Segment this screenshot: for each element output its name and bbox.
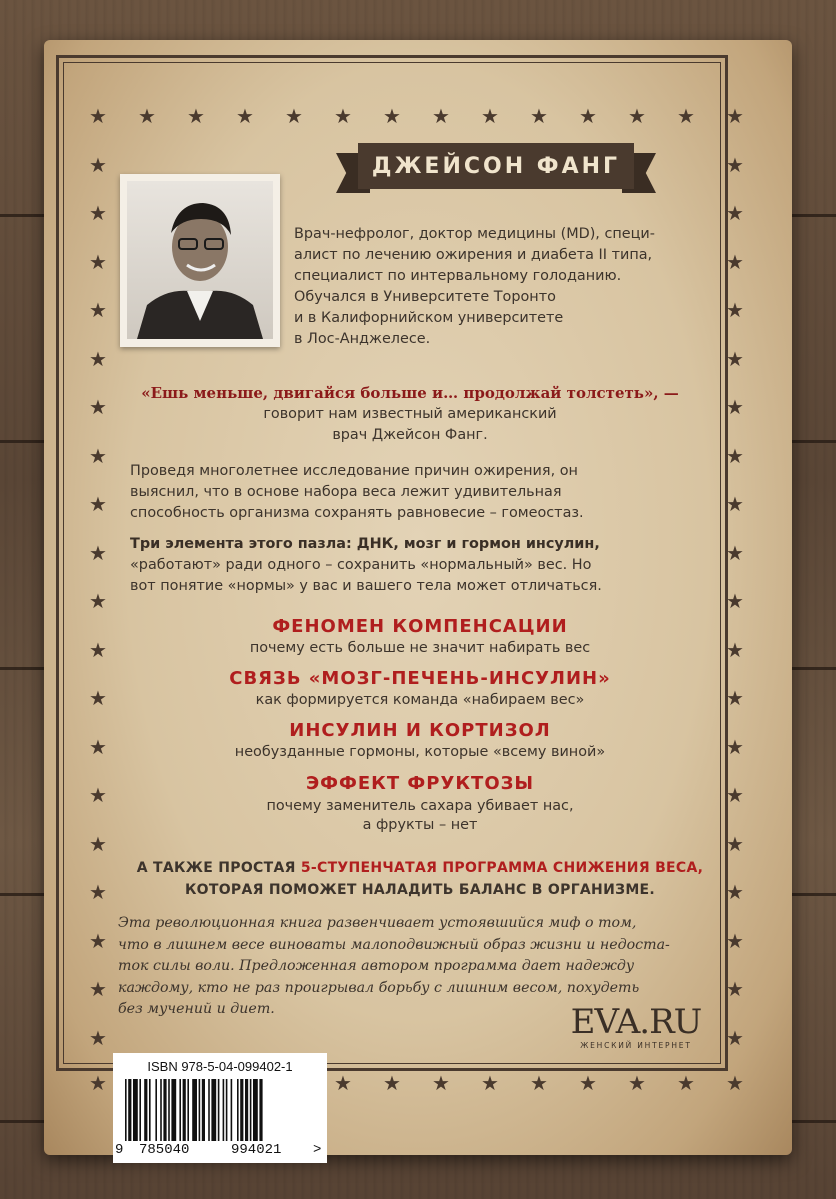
star-icon: ★ bbox=[726, 637, 744, 662]
bio-line: в Лос-Анджелесе. bbox=[294, 331, 431, 347]
star-icon: ★ bbox=[187, 104, 205, 128]
star-icon: ★ bbox=[334, 1071, 352, 1095]
paragraph-line: выяснил, что в основе набора веса лежит удивительная bbox=[130, 484, 562, 500]
also-line: КОТОРАЯ ПОМОЖЕТ НАЛАДИТЬ БАЛАНС В ОРГАНИЗМЕ. bbox=[184, 882, 656, 898]
paragraph-line: «работают» ради одного – сохранить «нормальный» вес. Но bbox=[130, 557, 592, 573]
star-icon: ★ bbox=[432, 104, 450, 128]
star-icon: ★ bbox=[89, 880, 107, 904]
author-bio bbox=[294, 224, 714, 350]
star-icon: ★ bbox=[726, 346, 744, 371]
paragraph-research bbox=[130, 461, 700, 524]
star-icon: ★ bbox=[89, 686, 107, 710]
italic-line: каждому, кто не раз проигрывал борьбу с лишним весом, похудеть bbox=[118, 979, 640, 996]
quote-bold: «Ешь меньше, двигайся больше и… продолжай толстеть», — bbox=[141, 384, 679, 402]
star-icon: ★ bbox=[89, 443, 107, 468]
feature-title: СВЯЗЬ «МОЗГ-ПЕЧЕНЬ-ИНСУЛИН» bbox=[229, 668, 611, 689]
star-icon: ★ bbox=[726, 686, 744, 710]
italic-line: ток силы воли. Предложенная автором программа дает надежду bbox=[118, 958, 635, 974]
italic-line: Эта революционная книга развенчивает устоявшийся миф о том, bbox=[118, 915, 637, 931]
bio-line: Врач-нефролог, доктор медицины (MD), специ- bbox=[294, 226, 655, 242]
star-icon: ★ bbox=[383, 1071, 401, 1095]
star-icon: ★ bbox=[628, 104, 646, 128]
star-icon: ★ bbox=[481, 104, 499, 128]
star-icon: ★ bbox=[89, 201, 107, 225]
star-icon: ★ bbox=[579, 104, 597, 128]
star-icon: ★ bbox=[89, 928, 107, 953]
feature-subtitle: необузданные гормоны, которые «всему виной» bbox=[234, 744, 606, 760]
star-icon: ★ bbox=[138, 104, 156, 128]
star-icon: ★ bbox=[89, 395, 107, 419]
feature-subtitle: почему есть больше не значит набирать вес bbox=[249, 640, 591, 656]
feature-subtitle: почему заменитель сахара убивает нас, bbox=[266, 798, 574, 814]
author-name: ДЖЕЙСОН ФАНГ bbox=[358, 143, 634, 189]
star-icon: ★ bbox=[89, 831, 107, 856]
paragraph-puzzle bbox=[130, 534, 700, 597]
star-icon: ★ bbox=[677, 104, 695, 128]
bio-line: алист по лечению ожирения и диабета II типа, bbox=[294, 247, 653, 263]
star-icon: ★ bbox=[481, 1071, 499, 1095]
quote-line: врач Джейсон Фанг. bbox=[332, 427, 488, 443]
star-icon: ★ bbox=[89, 783, 107, 807]
star-icon: ★ bbox=[383, 104, 401, 128]
quote-line: говорит нам известный американский bbox=[263, 406, 557, 422]
star-icon: ★ bbox=[726, 201, 744, 225]
star-icon: ★ bbox=[726, 880, 744, 904]
quote-block bbox=[110, 383, 710, 446]
star-icon: ★ bbox=[89, 492, 107, 516]
star-icon: ★ bbox=[726, 395, 744, 419]
star-icon: ★ bbox=[89, 589, 107, 613]
star-icon: ★ bbox=[726, 977, 744, 1001]
star-icon: ★ bbox=[726, 152, 744, 177]
star-icon: ★ bbox=[89, 346, 107, 371]
star-icon: ★ bbox=[726, 831, 744, 856]
eva-logo: EVA.RU ЖЕНСКИЙ ИНТЕРНЕТ bbox=[570, 1002, 702, 1050]
star-icon: ★ bbox=[236, 104, 254, 128]
star-icon: ★ bbox=[530, 1071, 548, 1095]
portrait-image bbox=[127, 181, 273, 339]
isbn-text: ISBN 978-5-04-099402-1 bbox=[147, 1059, 293, 1074]
barcode-bars bbox=[125, 1079, 317, 1141]
star-icon: ★ bbox=[89, 637, 107, 662]
star-icon: ★ bbox=[89, 104, 107, 128]
program-highlight: 5-СТУПЕНЧАТАЯ ПРОГРАММА СНИЖЕНИЯ ВЕСА, bbox=[300, 860, 704, 876]
star-icon: ★ bbox=[89, 298, 107, 322]
paragraph-bold: Три элемента этого пазла: ДНК, мозг и гормон инсулин, bbox=[130, 536, 600, 552]
star-icon: ★ bbox=[726, 783, 744, 807]
paragraph-line: вот понятие «нормы» у вас и вашего тела может отличаться. bbox=[130, 578, 602, 594]
barcode: ISBN 978-5-04-099402-1 9 785040 994021 > bbox=[113, 1053, 327, 1163]
star-icon: ★ bbox=[89, 1071, 107, 1095]
star-icon: ★ bbox=[89, 152, 107, 177]
star-icon: ★ bbox=[726, 734, 744, 759]
feature-title: ФЕНОМЕН КОМПЕНСАЦИИ bbox=[272, 616, 568, 637]
star-icon: ★ bbox=[530, 104, 548, 128]
star-icon: ★ bbox=[726, 104, 744, 128]
bio-line: Обучался в Университете Торонто bbox=[294, 289, 556, 305]
italic-line: что в лишнем весе виноваты малоподвижный образ жизни и недоста- bbox=[118, 936, 670, 953]
star-icon: ★ bbox=[89, 977, 107, 1001]
star-icon: ★ bbox=[432, 1071, 450, 1095]
feature-subtitle: как формируется команда «набираем вес» bbox=[255, 692, 585, 708]
bio-line: и в Калифорнийском университете bbox=[294, 310, 564, 326]
star-icon: ★ bbox=[89, 249, 107, 274]
paragraph-line: Проведя многолетнее исследование причин ожирения, он bbox=[130, 463, 578, 479]
paragraph-line: способность организма сохранять равновесие – гомеостаз. bbox=[130, 505, 584, 521]
star-icon: ★ bbox=[89, 540, 107, 565]
star-icon: ★ bbox=[285, 104, 303, 128]
bio-line: специалист по интервальному голоданию. bbox=[294, 268, 622, 284]
star-icon: ★ bbox=[726, 928, 744, 953]
star-icon: ★ bbox=[726, 1071, 744, 1095]
star-icon: ★ bbox=[677, 1071, 695, 1095]
star-icon: ★ bbox=[334, 104, 352, 128]
star-icon: ★ bbox=[628, 1071, 646, 1095]
also-line: А ТАКЖЕ ПРОСТАЯ 5-СТУПЕНЧАТАЯ ПРОГРАММА СНИЖЕНИЯ ВЕСА, bbox=[136, 860, 704, 876]
star-icon: ★ bbox=[726, 443, 744, 468]
star-icon: ★ bbox=[726, 298, 744, 322]
star-icon: ★ bbox=[726, 249, 744, 274]
feature-title: ИНСУЛИН И КОРТИЗОЛ bbox=[289, 720, 551, 741]
author-photo bbox=[120, 174, 280, 347]
star-icon: ★ bbox=[726, 492, 744, 516]
star-icon: ★ bbox=[89, 734, 107, 759]
star-icon: ★ bbox=[89, 1025, 107, 1050]
author-banner bbox=[336, 143, 656, 199]
feature-subtitle: а фрукты – нет bbox=[362, 817, 478, 833]
feature-title: ЭФФЕКТ ФРУКТОЗЫ bbox=[305, 773, 535, 794]
star-icon: ★ bbox=[579, 1071, 597, 1095]
italic-line: без мучений и диет. bbox=[118, 1001, 275, 1017]
star-icon: ★ bbox=[726, 589, 744, 613]
star-icon: ★ bbox=[726, 1025, 744, 1050]
star-icon: ★ bbox=[726, 540, 744, 565]
